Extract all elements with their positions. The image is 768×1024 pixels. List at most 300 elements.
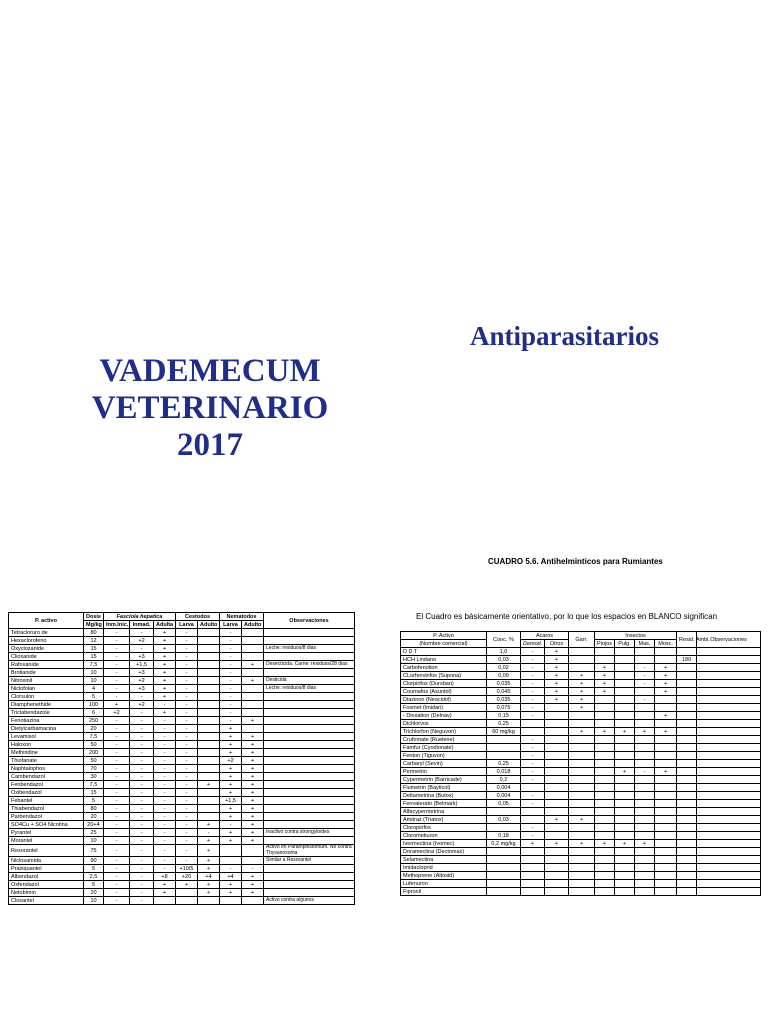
table-cell (242, 857, 264, 865)
drug-name-cell: Praziquantel (9, 865, 84, 873)
table-cell (198, 693, 220, 701)
header-p-activo: P. activo (9, 613, 84, 629)
header-sub: Inmad. (130, 621, 154, 629)
table-cell (545, 768, 569, 776)
drug-name-cell: Oxibendazol (9, 789, 84, 797)
table-cell (615, 808, 635, 816)
table-cell: + (198, 845, 220, 857)
table-cell: 20 (84, 725, 104, 733)
table-cell (635, 808, 655, 816)
table-cell (220, 897, 242, 905)
table-cell (264, 741, 355, 749)
table-cell (198, 709, 220, 717)
table-cell (595, 848, 615, 856)
table-cell: 0,2 (487, 776, 521, 784)
table-cell (242, 897, 264, 905)
header-conc: Conc. % (487, 632, 521, 648)
table-cell: 25 (84, 829, 104, 837)
table-cell: - (104, 741, 130, 749)
drug-name-cell: Methiridine (9, 749, 84, 757)
table-cell (569, 832, 595, 840)
table-cell (198, 813, 220, 821)
table-cell (635, 848, 655, 856)
table-cell (545, 752, 569, 760)
table-cell (569, 736, 595, 744)
table-cell: + (242, 881, 264, 889)
table-cell: + (242, 873, 264, 881)
table-cell (198, 897, 220, 905)
table-row (9, 741, 355, 749)
table-cell (635, 800, 655, 808)
table-cell (635, 744, 655, 752)
table-cell: - (176, 857, 198, 865)
table-cell (697, 696, 761, 704)
table-row (9, 717, 355, 725)
table-cell: + (198, 881, 220, 889)
table-cell (615, 664, 635, 672)
table-row (9, 821, 355, 829)
table-cell (655, 792, 677, 800)
drug-name-cell: Triclabendazole (9, 709, 84, 717)
table-cell (655, 784, 677, 792)
table-cell (198, 669, 220, 677)
table-cell (595, 760, 615, 768)
table-cell: - (130, 749, 154, 757)
table-cell: + (154, 637, 176, 645)
table-cell (677, 736, 697, 744)
table-cell: 20+4 (84, 821, 104, 829)
table-cell (615, 864, 635, 872)
drug-name-cell: Deltametrina (Butox) (401, 792, 487, 800)
table-cell: - (104, 845, 130, 857)
table-cell (677, 680, 697, 688)
table-cell: - (220, 717, 242, 725)
table-cell (595, 808, 615, 816)
table-cell: + (154, 653, 176, 661)
table-cell: - (521, 688, 545, 696)
table-cell: - (130, 889, 154, 897)
table-cell: + (545, 648, 569, 656)
table-cell: - (130, 765, 154, 773)
table-cell: Desticida (264, 677, 355, 685)
table-cell: +3 (130, 685, 154, 693)
table-row (401, 848, 761, 856)
table-cell (595, 832, 615, 840)
table-cell: - (130, 837, 154, 845)
table-row (9, 701, 355, 709)
table-cell (615, 672, 635, 680)
table-row (401, 792, 761, 800)
table-cell (264, 653, 355, 661)
table-cell: - (104, 725, 130, 733)
table-cell (198, 805, 220, 813)
table-cell (521, 848, 545, 856)
table-cell: - (220, 865, 242, 873)
table-cell: 0,035 (487, 680, 521, 688)
table-row (9, 749, 355, 757)
table-cell: + (545, 672, 569, 680)
table-cell (655, 816, 677, 824)
drug-name-cell: D D T (401, 648, 487, 656)
table-row (401, 736, 761, 744)
table-cell (615, 656, 635, 664)
table-cell (264, 629, 355, 637)
table-cell (697, 664, 761, 672)
table-cell (264, 873, 355, 881)
table-cell: + (220, 725, 242, 733)
table-cell (545, 872, 569, 880)
table-cell: - (104, 629, 130, 637)
table-cell: + (615, 840, 635, 848)
cuadro-title: CUADRO 5.6. Antihelminticos para Rumiantes (488, 557, 663, 566)
table-cell: + (176, 881, 198, 889)
table-cell: + (154, 645, 176, 653)
header-sub: Larva (220, 621, 242, 629)
table-cell (242, 709, 264, 717)
table-cell (655, 888, 677, 896)
table-cell (198, 789, 220, 797)
table-row (401, 880, 761, 888)
table-cell (655, 880, 677, 888)
table-cell (677, 688, 697, 696)
table-cell: - (220, 669, 242, 677)
table-cell (264, 813, 355, 821)
table-cell (545, 808, 569, 816)
table-cell: - (220, 685, 242, 693)
table-cell: - (130, 717, 154, 725)
table-cell (264, 757, 355, 765)
table-cell: + (569, 688, 595, 696)
table-cell: 15 (84, 653, 104, 661)
table-cell (595, 736, 615, 744)
document-title (40, 353, 380, 464)
table-row (9, 637, 355, 645)
table-cell (198, 701, 220, 709)
table-cell: +2 (104, 709, 130, 717)
table-cell: - (176, 789, 198, 797)
table-cell (635, 864, 655, 872)
table-cell: + (569, 672, 595, 680)
table-cell: - (130, 741, 154, 749)
table-cell: +2 (130, 701, 154, 709)
table-row (9, 677, 355, 685)
drug-name-cell: Morantel (9, 837, 84, 845)
drug-name-cell: Febantel (9, 797, 84, 805)
table-cell (264, 637, 355, 645)
table-cell (569, 784, 595, 792)
table-cell (264, 669, 355, 677)
table-cell: + (242, 677, 264, 685)
drug-name-cell: Cypermetrin (Barricade) (401, 776, 487, 784)
table-cell (545, 728, 569, 736)
table-cell: + (545, 688, 569, 696)
table-cell (615, 832, 635, 840)
table-cell (615, 784, 635, 792)
table-cell: - (130, 725, 154, 733)
table-cell (635, 760, 655, 768)
table-cell: - (130, 845, 154, 857)
table-cell: - (130, 881, 154, 889)
table-row (9, 629, 355, 637)
table-cell (615, 776, 635, 784)
table-cell: + (655, 664, 677, 672)
table-cell: - (154, 865, 176, 873)
table-cell: +10/5 (176, 865, 198, 873)
table-cell: - (104, 813, 130, 821)
table-cell: - (176, 653, 198, 661)
table-row (9, 889, 355, 897)
table-cell: - (130, 629, 154, 637)
table-cell: - (176, 685, 198, 693)
table-cell: +3 (130, 669, 154, 677)
table-cell (677, 880, 697, 888)
table-cell: - (521, 760, 545, 768)
table-cell (635, 704, 655, 712)
table-cell (635, 784, 655, 792)
table-cell: - (176, 717, 198, 725)
table-cell (595, 696, 615, 704)
header-cestodos: Cestodos (176, 613, 220, 621)
table-cell (545, 864, 569, 872)
table-cell: - (176, 693, 198, 701)
table-row (401, 672, 761, 680)
table-cell: 80 (84, 805, 104, 813)
table-cell: + (104, 701, 130, 709)
table-cell: + (615, 728, 635, 736)
table-cell: - (176, 805, 198, 813)
table-cell: - (176, 757, 198, 765)
table-cell: + (242, 661, 264, 669)
table-cell: - (176, 813, 198, 821)
table-cell (220, 857, 242, 865)
table-cell: + (569, 680, 595, 688)
table-cell (697, 848, 761, 856)
table-row (9, 733, 355, 741)
table-cell: + (154, 881, 176, 889)
table-cell (697, 880, 761, 888)
table-cell: 100 (84, 701, 104, 709)
table-cell (545, 776, 569, 784)
title-line: 2017 (177, 427, 243, 463)
table-cell: + (220, 813, 242, 821)
table-cell (264, 797, 355, 805)
table-cell (595, 784, 615, 792)
table-cell (615, 848, 635, 856)
table-cell: + (154, 889, 176, 897)
drug-name-cell: Diazinon (Neocidol) (401, 696, 487, 704)
table-cell (697, 792, 761, 800)
table-cell: - (198, 829, 220, 837)
table-row (401, 728, 761, 736)
table-cell: 0,05 (487, 800, 521, 808)
table-cell: 200 (84, 749, 104, 757)
table-cell: - (104, 797, 130, 805)
table-cell: - (104, 881, 130, 889)
table-cell: - (220, 701, 242, 709)
table-cell (697, 720, 761, 728)
table-cell (655, 840, 677, 848)
table-cell: Leche: residuos/8 dias (264, 685, 355, 693)
table-cell: + (242, 781, 264, 789)
drug-name-cell: Lufenuron (401, 880, 487, 888)
table-cell: - (521, 792, 545, 800)
table-cell (615, 744, 635, 752)
table-row (9, 773, 355, 781)
table-cell: + (545, 840, 569, 848)
drug-name-cell: Trichlorfon (Neguvon) (401, 728, 487, 736)
table-cell (615, 760, 635, 768)
table-row (9, 865, 355, 873)
table-cell: + (545, 816, 569, 824)
header-sub: Otros (545, 640, 569, 648)
table-cell: 60 mg/kg (487, 728, 521, 736)
table-cell: - (220, 637, 242, 645)
table-cell: + (655, 768, 677, 776)
table-cell (677, 720, 697, 728)
table-cell (635, 688, 655, 696)
drug-name-cell: Fenvalerato (Belmark) (401, 800, 487, 808)
table-row (401, 832, 761, 840)
header-sub: Mas. (635, 640, 655, 648)
table-cell (569, 744, 595, 752)
table1-body (9, 629, 355, 905)
table-cell (635, 720, 655, 728)
table-cell: +1,5 (130, 661, 154, 669)
table-row (9, 845, 355, 857)
table-cell (677, 648, 697, 656)
table-cell (242, 669, 264, 677)
table-cell (521, 856, 545, 864)
table-cell: - (176, 781, 198, 789)
table-cell: - (521, 752, 545, 760)
table-cell: + (595, 664, 615, 672)
drug-name-cell: Diamphenethide (9, 701, 84, 709)
table-cell (595, 792, 615, 800)
table-cell: + (655, 680, 677, 688)
drug-name-cell: Hexaclorofeno (9, 637, 84, 645)
table-cell (635, 776, 655, 784)
table-cell (615, 800, 635, 808)
table-row (9, 789, 355, 797)
table-cell (569, 856, 595, 864)
table-cell: 0,045 (487, 688, 521, 696)
table-cell: + (220, 789, 242, 797)
drug-name-cell: Rafoxanide (9, 661, 84, 669)
drug-name-cell: Methoprene (Altosid) (401, 872, 487, 880)
table-cell (655, 744, 677, 752)
table-cell (198, 757, 220, 765)
table-cell (487, 808, 521, 816)
table-cell (655, 752, 677, 760)
table-cell: - (176, 701, 198, 709)
table-cell: - (130, 693, 154, 701)
drug-name-cell: SO4Cu + SO4 Nicotina (9, 821, 84, 829)
table-cell (545, 832, 569, 840)
table-cell: - (521, 664, 545, 672)
table-cell: - (176, 669, 198, 677)
table-cell: - (154, 757, 176, 765)
table-cell (154, 897, 176, 905)
header-observaciones: Observaciones (264, 613, 355, 629)
drug-name-cell: Parbendazol (9, 813, 84, 821)
table-cell (697, 888, 761, 896)
table-row (9, 693, 355, 701)
table-cell: - (521, 744, 545, 752)
table-cell (635, 816, 655, 824)
table-row (9, 685, 355, 693)
table-cell: - (154, 733, 176, 741)
table-cell (615, 888, 635, 896)
table-cell: 75 (84, 845, 104, 857)
table-cell: + (595, 680, 615, 688)
table-cell (677, 888, 697, 896)
table-cell: - (104, 821, 130, 829)
table-cell: + (242, 733, 264, 741)
table-cell: + (242, 757, 264, 765)
table-cell (487, 872, 521, 880)
table-row (9, 873, 355, 881)
table-cell: Inactivo contra strongyloides (264, 829, 355, 837)
table-cell: 70 (84, 765, 104, 773)
table-row (401, 864, 761, 872)
drug-name-cell: HCH Lindano (401, 656, 487, 664)
table-cell (264, 693, 355, 701)
table-cell: - (104, 645, 130, 653)
table-cell (677, 792, 697, 800)
header-sub: Adulto (198, 621, 220, 629)
table-cell: 50 (84, 757, 104, 765)
table-cell (677, 768, 697, 776)
table-cell: - (154, 773, 176, 781)
drug-name-cell: Haloxon (9, 741, 84, 749)
table-cell: + (242, 773, 264, 781)
table-cell: 0,035 (487, 696, 521, 704)
table-cell (198, 765, 220, 773)
table-cell (487, 848, 521, 856)
table-cell (264, 733, 355, 741)
drug-name-cell: Albendazol (9, 873, 84, 881)
table-cell: + (242, 821, 264, 829)
table-cell (569, 720, 595, 728)
table-cell (487, 880, 521, 888)
table-cell (615, 720, 635, 728)
table-row (401, 776, 761, 784)
table-cell: - (104, 685, 130, 693)
table-cell: - (154, 765, 176, 773)
table-cell: - (130, 805, 154, 813)
table-cell: + (655, 712, 677, 720)
table-cell: + (635, 728, 655, 736)
table-cell: +2 (220, 757, 242, 765)
table-cell: - (154, 725, 176, 733)
table-cell (677, 848, 697, 856)
table-cell (595, 704, 615, 712)
table-row (9, 797, 355, 805)
table-row (401, 696, 761, 704)
table-cell: + (242, 837, 264, 845)
table-cell (655, 704, 677, 712)
drug-name-cell: Dichlorvos (401, 720, 487, 728)
drug-name-cell: Oxyclozanide (9, 645, 84, 653)
table-cell (595, 880, 615, 888)
table-cell (521, 888, 545, 896)
table-cell: - (104, 865, 130, 873)
table-cell: - (521, 736, 545, 744)
table-cell: 0,075 (487, 704, 521, 712)
drug-name-cell: Thiofanate (9, 757, 84, 765)
table-cell: - (521, 680, 545, 688)
table-cell: + (655, 672, 677, 680)
